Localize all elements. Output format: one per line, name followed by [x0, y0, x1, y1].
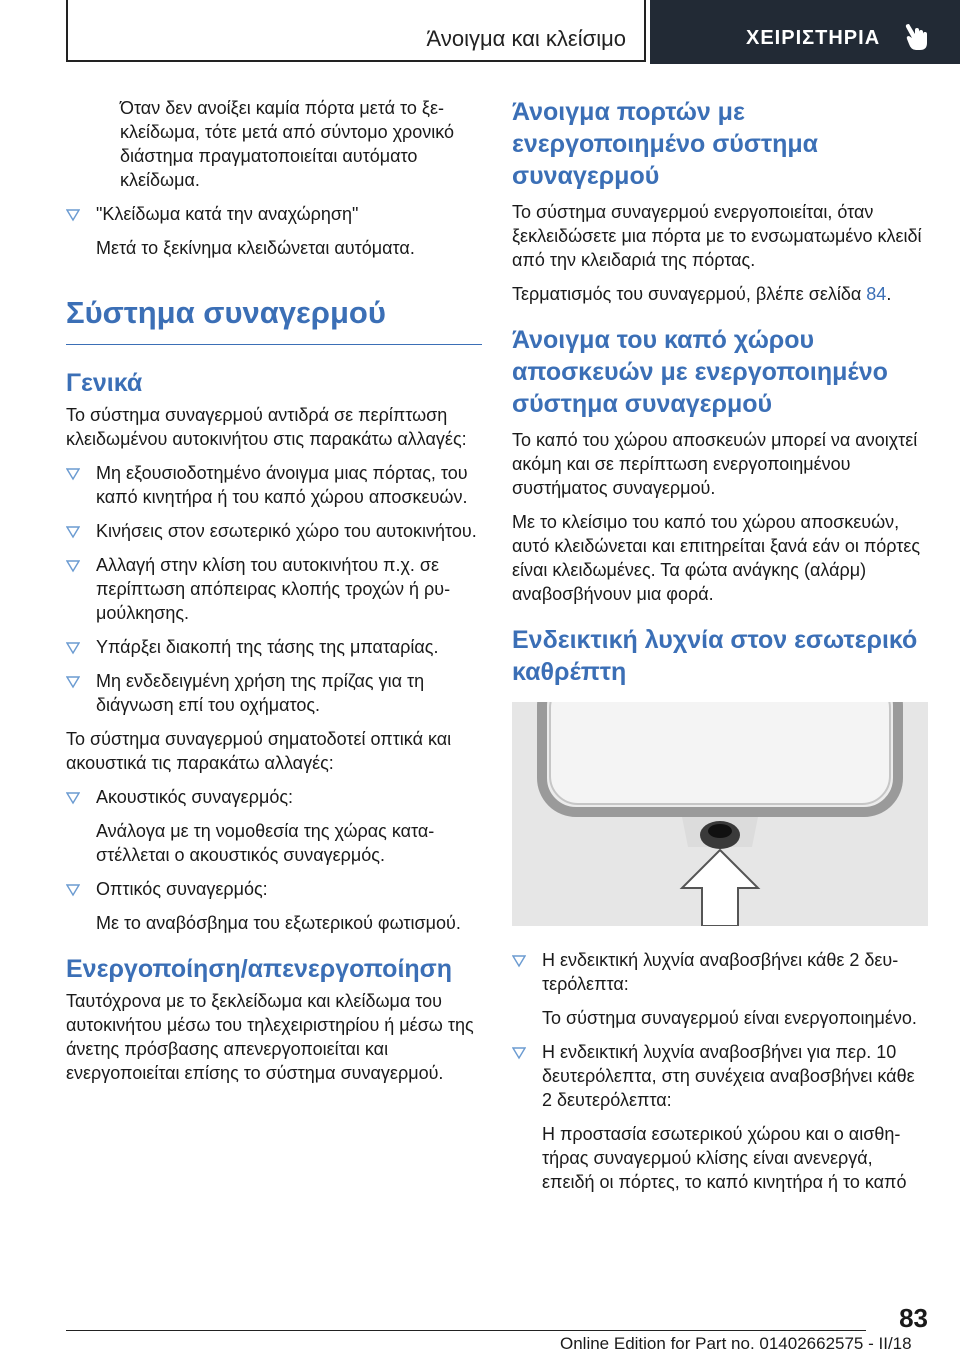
rear-view-mirror-icon	[512, 702, 928, 926]
intro-paragraph: Όταν δεν ανοίξει καμία πόρτα μετά το ξεκλείδωμα, τότε μετά από σύντομο χρονικό διάστημα πραγματοποιείται αυτόματο κλείδωμα.	[120, 98, 455, 190]
heading-general: Γενικά	[66, 369, 143, 397]
pointing-hand-icon	[904, 22, 932, 52]
triangle-bullet-icon	[66, 208, 80, 222]
list-item	[512, 948, 928, 1030]
triangle-bullet-icon	[66, 675, 80, 689]
list-item	[66, 461, 482, 509]
signals-list	[66, 785, 482, 935]
chapter-title: ΧΕΙΡΙΣΤΗΡΙΑ	[746, 27, 881, 49]
edition-footer: Online Edition for Part no. 01402662575 - II/18	[560, 1334, 912, 1353]
bullet-text: Μη ενδεδειγμένη χρήση της πρίζας για τη διάγνωση επί του οχήματος.	[96, 671, 425, 715]
triangle-bullet-icon	[66, 525, 80, 539]
heading-activation: Ενεργοποίηση/απενεργοποίηση	[66, 955, 453, 983]
bullet-text: Κινήσεις στον εσωτερικό χώρο του αυτοκινήτου.	[96, 521, 477, 541]
heading-mirror-lamp: Ενδεικτική λυχνία στον εσωτερικό καθρέπτη	[512, 626, 918, 686]
list-item	[66, 519, 482, 543]
right-column	[512, 96, 928, 1204]
bullet-subtext: Το σύστημα συναγερμού είναι ενεργοποιημένο.	[542, 1008, 917, 1028]
list-item	[512, 1040, 928, 1194]
bullet-subtext: Ανάλογα με τη νομοθεσία της χώρας καταστέλλεται ο ακουστικός συναγερμός.	[96, 821, 435, 865]
triangle-bullet-icon	[66, 641, 80, 655]
footer-divider	[66, 1330, 866, 1331]
page-link-84[interactable]: 84	[866, 284, 887, 304]
rear-view-mirror-image	[512, 702, 928, 926]
bullet-text: Υπάρξει διακοπή της τάσης της μπαταρίας.	[96, 637, 439, 657]
bullet-subtext: Η προστασία εσωτερικού χώρου και ο αισθητήρας συναγερμού κλίσης είναι ανενεργά, επειδή οι πόρτες, το καπό κινητήρα ή το καπό	[542, 1124, 907, 1192]
terminate-end: .	[886, 284, 892, 304]
bullet-text: "Κλείδωμα κατά την αναχώρηση"	[96, 204, 359, 224]
activation-paragraph: Ταυτόχρονα με το ξεκλείδωμα και κλείδωμα του αυτοκινήτου μέσω του τηλεχειριστηρίου ή μέσω της άνετης πρόσβασης απενεργοποιείται και ενεργοποιείται επίσης το σύστημα συναγερμού.	[66, 991, 474, 1083]
lock-bullet-list	[66, 202, 482, 260]
heading-divider	[66, 344, 482, 345]
section-title: Άνοιγμα και κλείσιμο	[426, 26, 626, 51]
heading-trunk: Άνοιγμα του καπό χώρου αποσκευών με ενεργοποιημένο σύστημα συναγερμού	[512, 326, 888, 418]
trunk-paragraph-2: Με το κλείσιμο του καπό του χώρου αποσκευών, αυτό κλειδώνεται και επιτηρείται ξανά εάν οι πόρτες είναι κλειδωμένες. Τα φώτα ανάγκης (αλάρμ) αναβοσβήνουν μια φορά.	[512, 512, 921, 604]
list-item	[66, 877, 482, 935]
doors-paragraph: Το σύστημα συναγερμού ενεργοποιείται, όταν ξεκλειδώσετε μια πόρτα με το ενσωματωμένο κλειδί από την κλειδαριά της πόρτας.	[512, 202, 922, 270]
bullet-text: Οπτικός συναγερμός:	[96, 879, 268, 899]
bullet-text: Ακουστικός συναγερμός:	[96, 787, 294, 807]
triangle-bullet-icon	[66, 791, 80, 805]
triangle-bullet-icon	[66, 883, 80, 897]
bullet-subtext: Με το αναβόσβημα του εξωτερικού φωτισμού.	[96, 913, 461, 933]
chapter-tab	[650, 0, 960, 64]
list-item	[66, 635, 482, 659]
triangle-bullet-icon	[66, 559, 80, 573]
bullet-text: Μη εξουσιοδοτημένο άνοιγμα μιας πόρτας, του καπό κινητήρα ή του καπό χώρου αποσκευών.	[96, 463, 468, 507]
triangle-bullet-icon	[512, 1046, 526, 1060]
page-number: 83	[899, 1303, 928, 1333]
bullet-subtext: Μετά το ξεκίνημα κλειδώνεται αυτόματα.	[96, 238, 415, 258]
bullet-text: Η ενδεικτική λυχνία αναβοσβήνει κάθε 2 δευτερόλεπτα:	[542, 950, 899, 994]
terminate-text: Τερματισμός του συναγερμού, βλέπε σελίδα	[512, 284, 867, 304]
bullet-text: Αλλαγή στην κλίση του αυτοκινήτου π.χ. σε περίπτωση απόπειρας κλοπής τροχών ή ρυμούλκησης.	[96, 555, 451, 623]
triangle-bullet-icon	[66, 467, 80, 481]
section-heading-alarm: Σύστημα συναγερμού	[66, 295, 386, 330]
lamp-states-list	[512, 948, 928, 1194]
heading-doors: Άνοιγμα πορτών με ενεργοποιημένο σύστημα συναγερμού	[512, 98, 819, 190]
triangle-bullet-icon	[512, 954, 526, 968]
bullet-text: Η ενδεικτική λυχνία αναβοσβήνει για περ. 10 δευτερόλεπτα, στη συνέχεια αναβοσβήνει κάθε 2 δευτερόλεπτα:	[542, 1042, 915, 1110]
signals-paragraph: Το σύστημα συναγερμού σηματοδοτεί οπτικά και ακουστικά τις παρακάτω αλλαγές:	[66, 729, 452, 773]
terminate-paragraph	[512, 282, 928, 306]
page-header	[66, 0, 960, 64]
list-item	[66, 202, 482, 260]
trunk-paragraph-1: Το καπό του χώρου αποσκευών μπορεί να ανοιχτεί ακόμη και σε περίπτωση ενεργοποιημένου συστήματος συναγερμού.	[512, 430, 918, 498]
list-item	[66, 553, 482, 625]
alarm-triggers-list	[66, 461, 482, 717]
general-paragraph: Το σύστημα συναγερμού αντιδρά σε περίπτωση κλειδωμένου αυτοκινήτου στις παρακάτω αλλαγές:	[66, 405, 467, 449]
left-column	[66, 96, 482, 1095]
section-tab	[66, 0, 646, 62]
list-item	[66, 785, 482, 867]
list-item	[66, 669, 482, 717]
